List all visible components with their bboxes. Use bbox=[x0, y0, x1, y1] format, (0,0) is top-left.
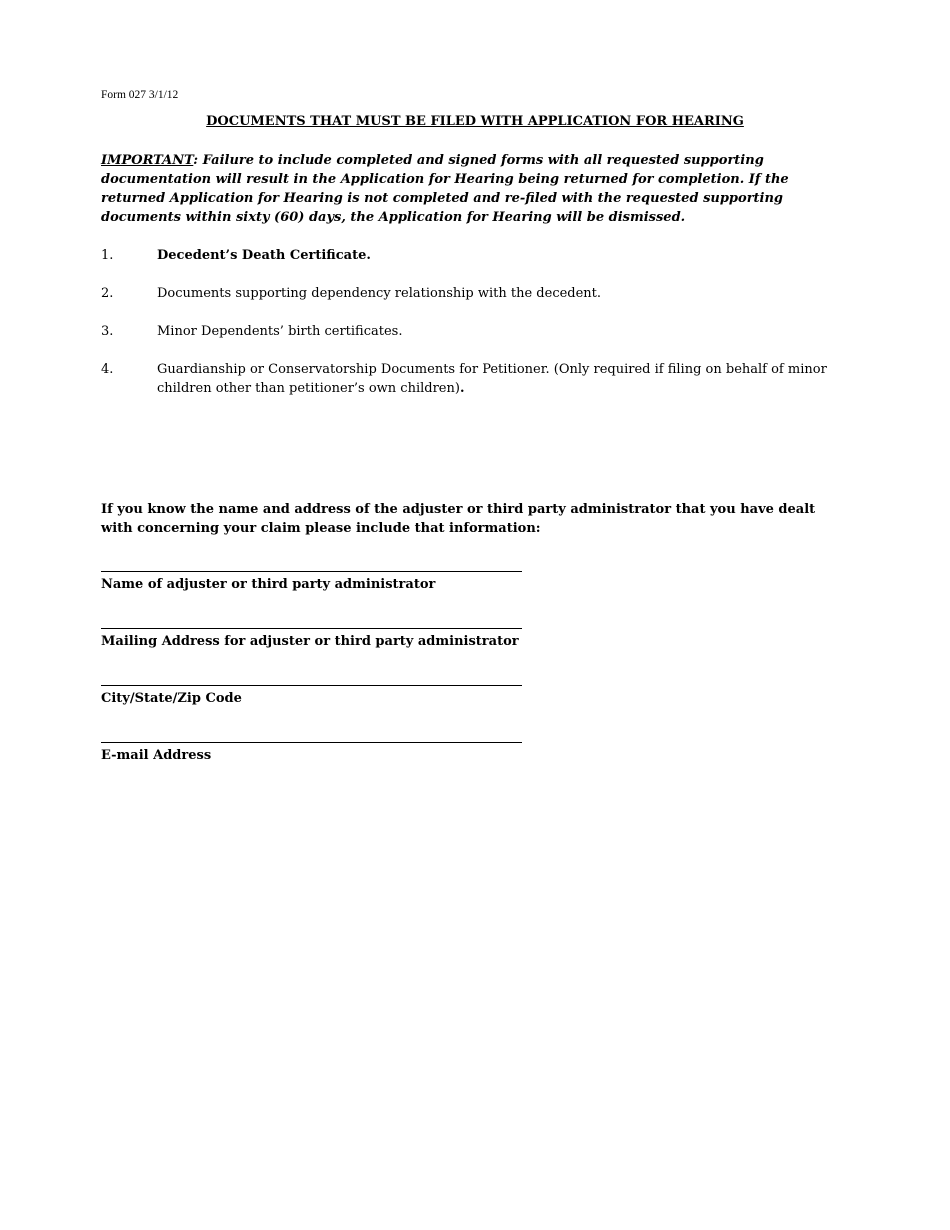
list-item bbox=[101, 360, 841, 398]
list-item-text bbox=[157, 360, 841, 398]
list-item bbox=[101, 322, 841, 341]
email-field-line[interactable] bbox=[101, 742, 522, 743]
list-item bbox=[101, 284, 841, 303]
list-item-number: 3. bbox=[101, 324, 114, 339]
name-field-line[interactable] bbox=[101, 571, 522, 572]
city-state-zip-field-label: City/State/Zip Code bbox=[101, 691, 242, 706]
list-item-end: . bbox=[459, 381, 465, 396]
mailing-address-field-line[interactable] bbox=[101, 628, 522, 629]
important-label: IMPORTANT bbox=[101, 153, 194, 168]
important-notice bbox=[101, 151, 841, 227]
list-item-number: 1. bbox=[101, 248, 114, 263]
list-item-text: Documents supporting dependency relationship with the decedent. bbox=[157, 286, 602, 301]
email-field-label: E-mail Address bbox=[101, 748, 212, 763]
name-field-label: Name of adjuster or third party administrator bbox=[101, 577, 436, 592]
list-item-number: 2. bbox=[101, 286, 114, 301]
list-item-number: 4. bbox=[101, 362, 114, 377]
adjuster-intro: If you know the name and address of the adjuster or third party administrator that you have dealt with concerning your claim please include that information: bbox=[101, 502, 816, 536]
list-item-text: Decedent’s Death Certificate. bbox=[157, 248, 371, 263]
mailing-address-field-label: Mailing Address for adjuster or third party administrator bbox=[101, 634, 519, 649]
list-item bbox=[101, 246, 841, 265]
form-id: Form 027 3/1/12 bbox=[101, 89, 179, 101]
important-text: : Failure to include completed and signed forms with all requested supporting documentation will result in the Application for Hearing being returned for completion. If the returned Application for Hearing is not completed and re-filed with the requested supporting documents within sixty (60) days, the Application for Hearing will be dismissed. bbox=[101, 153, 789, 225]
list-item-text-body: Guardianship or Conservatorship Documents for Petitioner. (Only required if filing on behalf of minor children other than petitioner’s own children) bbox=[157, 362, 827, 396]
list-item-text: Minor Dependents’ birth certificates. bbox=[157, 324, 403, 339]
page-title: DOCUMENTS THAT MUST BE FILED WITH APPLICATION FOR HEARING bbox=[206, 114, 744, 129]
city-state-zip-field-line[interactable] bbox=[101, 685, 522, 686]
